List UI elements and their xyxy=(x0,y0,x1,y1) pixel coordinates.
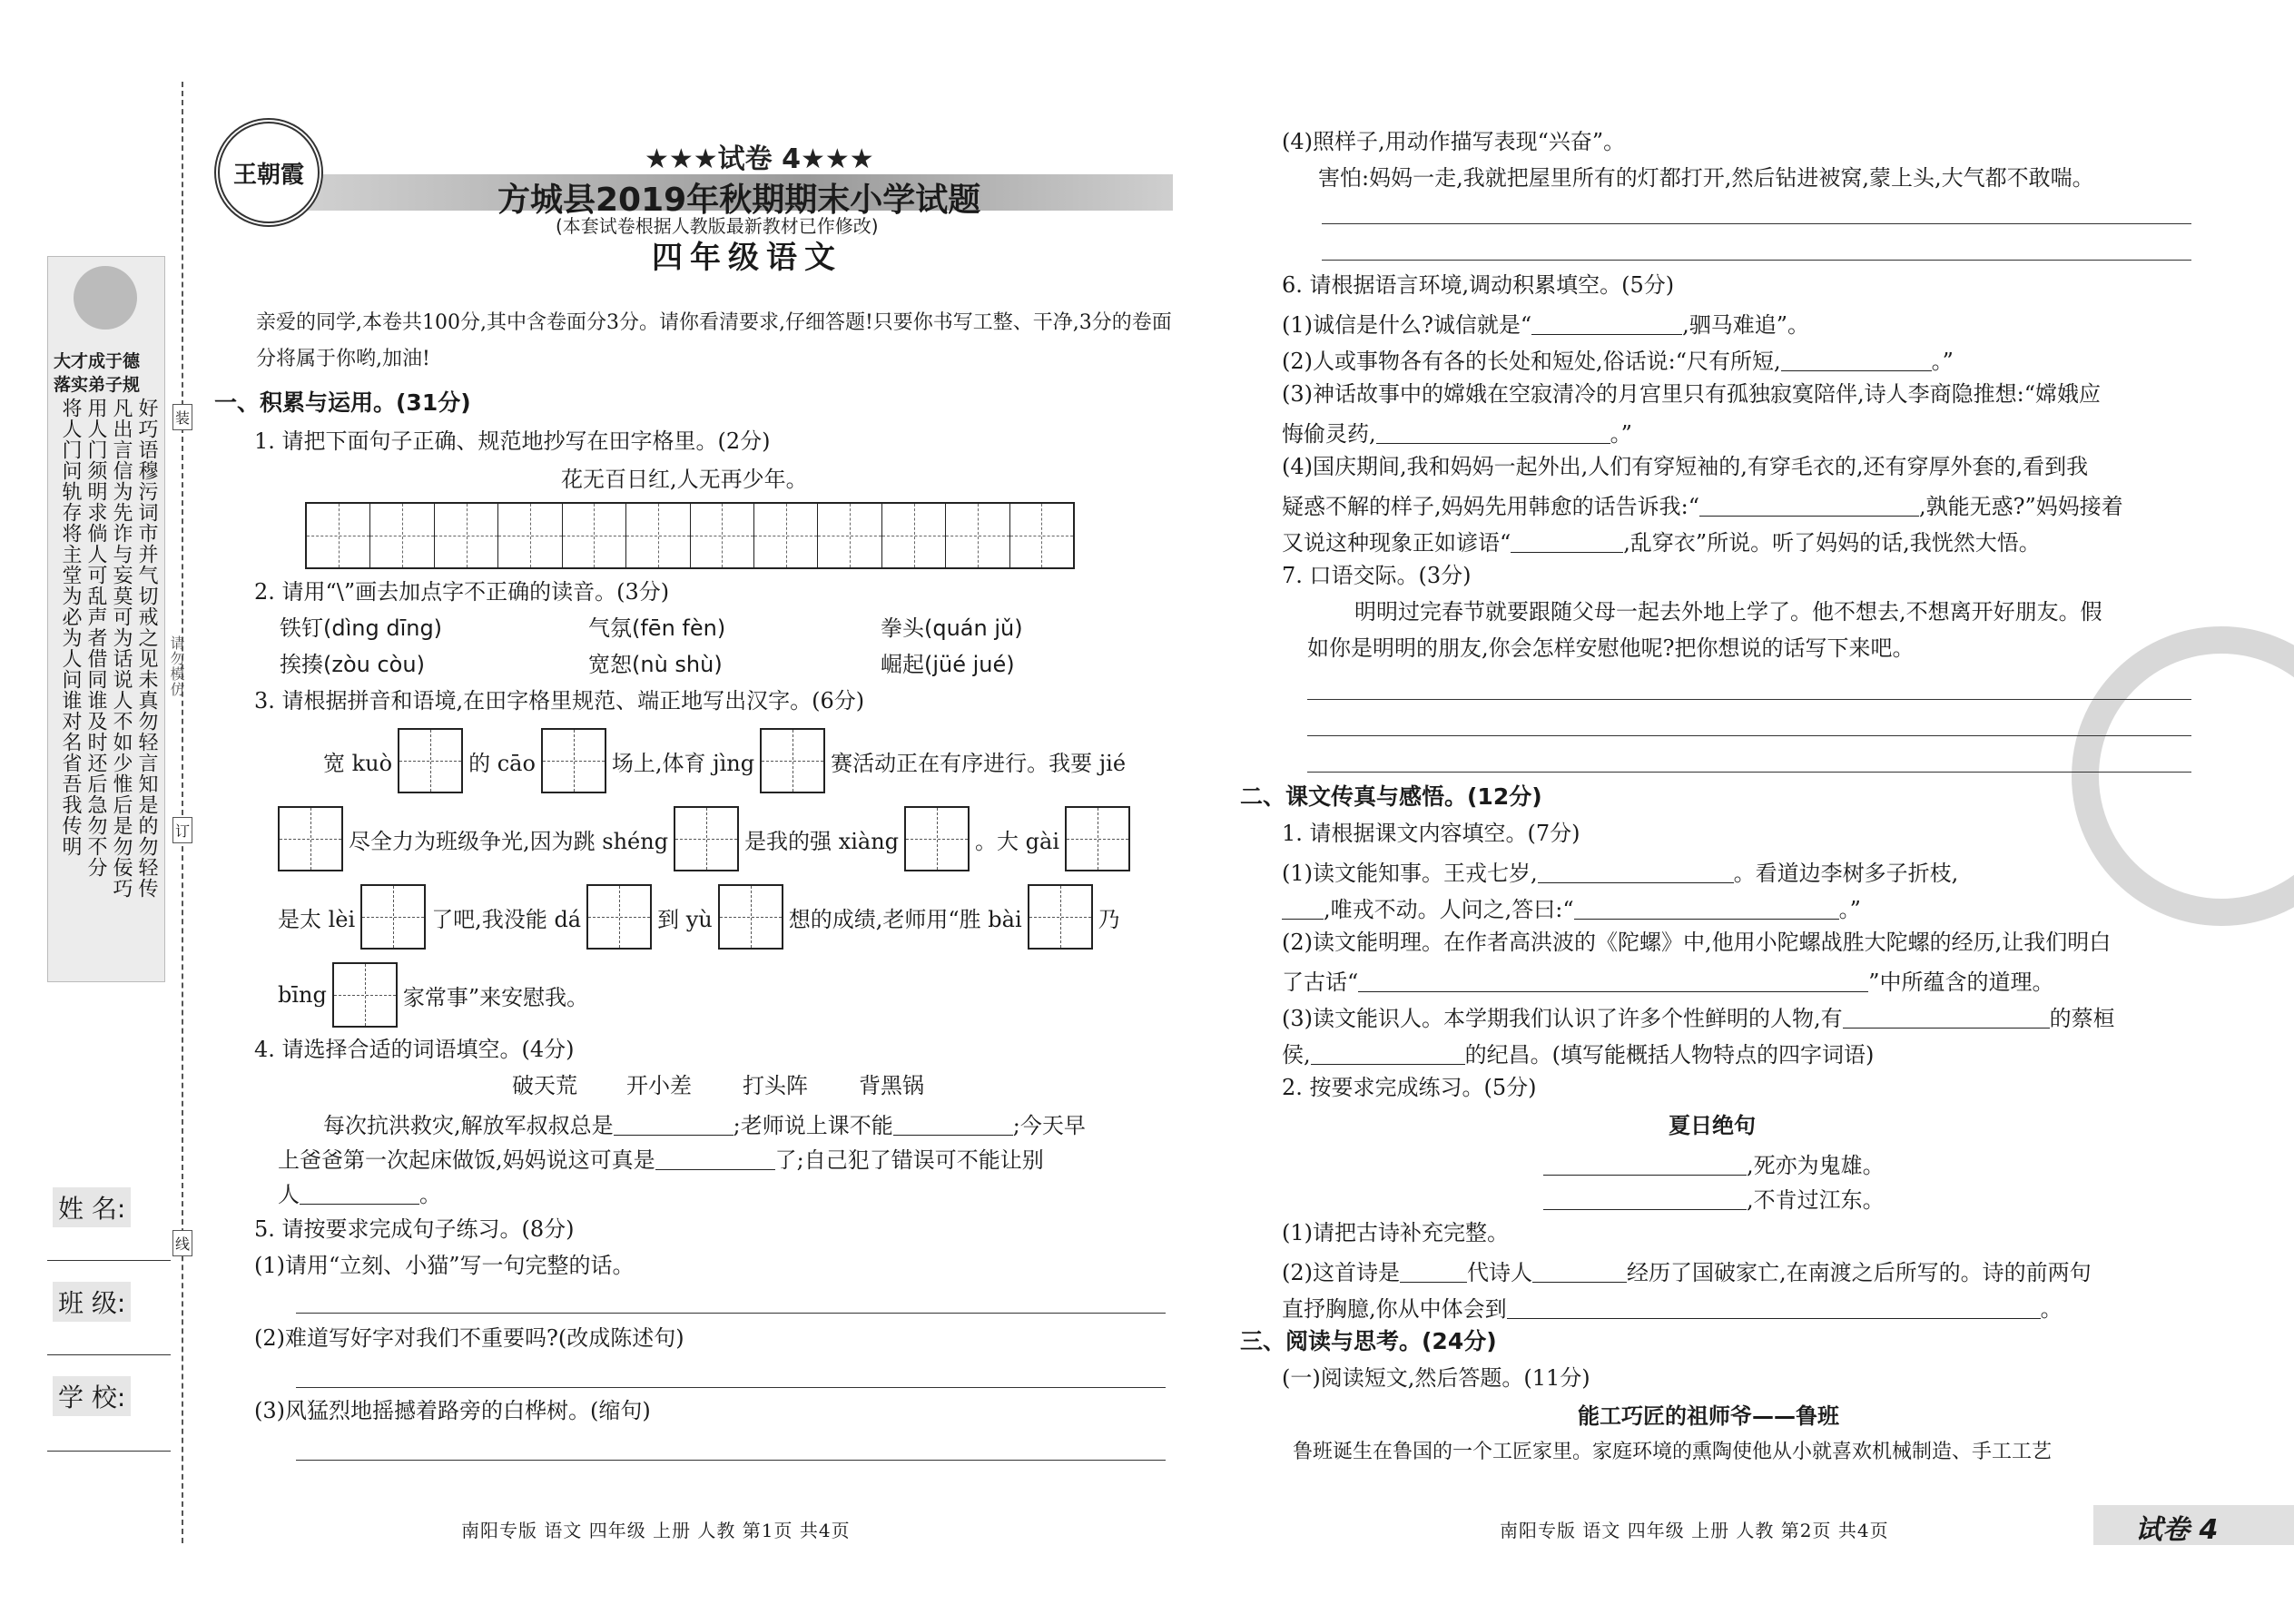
q6-item-2 xyxy=(1282,343,1954,375)
section-3-heading: 三、阅读与思考。(24分) xyxy=(1240,1328,1497,1354)
word-option: 背黑锅 xyxy=(859,1073,924,1098)
pinyin-item[interactable]: 挨揍(zòu còu) xyxy=(280,652,425,677)
q4-text: 人 xyxy=(278,1182,300,1207)
name-label: 姓 名: xyxy=(53,1187,131,1227)
answer-line[interactable] xyxy=(296,1460,1166,1461)
s2-text: 的纪昌。(填写能概括人物特点的四字词语) xyxy=(1464,1042,1875,1068)
fill-blank[interactable] xyxy=(893,1112,1013,1136)
s2-q1-prompt: 1. 请根据课文内容填空。(7分) xyxy=(1282,821,1580,846)
s2-text: 侯, xyxy=(1282,1042,1311,1068)
class-field[interactable] xyxy=(47,1354,171,1355)
motto-sidebar xyxy=(47,256,165,982)
q6-item-3: (3)神话故事中的嫦娥在空寂清冷的月宫里只有孤独寂寞陪伴,诗人李商隐推想:“嫦娥应 xyxy=(1282,381,2101,407)
q5-sub-3: (3)风猛烈地摇撼着路旁的白桦树。(缩句) xyxy=(254,1398,651,1423)
word-option: 打头阵 xyxy=(743,1073,808,1098)
q3-line-4 xyxy=(278,959,588,1031)
q4-text: 了;自己犯了错误可不能让别 xyxy=(774,1147,1044,1173)
q6-item-4b xyxy=(1282,488,2123,520)
logo-text: 王朝霞 xyxy=(232,161,304,189)
q3-prompt: 3. 请根据拼音和语境,在田字格里规范、端正地写出汉字。(6分) xyxy=(254,688,865,714)
fill-blank[interactable] xyxy=(1538,860,1734,883)
exam-title: 方城县2019年秋期期末小学试题 xyxy=(497,182,981,219)
poem-line-1 xyxy=(1543,1147,1885,1179)
pinyin-item[interactable]: 拳头(quán jǔ) xyxy=(881,615,1023,641)
char-box[interactable] xyxy=(1028,884,1093,950)
verse-column: 将人门问轨存将主堂为必为人问谁对名省吾我传明 xyxy=(59,398,82,857)
q1-prompt: 1. 请把下面句子正确、规范地抄写在田字格里。(2分) xyxy=(254,428,771,454)
s2-item-3 xyxy=(1282,1000,2115,1032)
q6-text: ,驷马难追”。 xyxy=(1682,312,1810,338)
section-2-heading: 二、课文传真与感悟。(12分) xyxy=(1240,783,1542,810)
s2-b2 xyxy=(1282,1255,2092,1286)
s2-text: (1)读文能知事。王戎七岁, xyxy=(1282,861,1538,886)
s2-text: 的蔡桓 xyxy=(2049,1006,2115,1031)
scholar-figure-icon xyxy=(74,266,137,330)
s2-text: 了古话“ xyxy=(1282,969,1359,995)
word-option: 破天荒 xyxy=(512,1073,577,1098)
pinyin-item[interactable]: 铁钉(dìng dīng) xyxy=(280,615,443,641)
fill-blank[interactable] xyxy=(1574,896,1839,920)
q3-text: 赛活动正在有序进行。我要 jié xyxy=(831,750,1127,776)
footer-exam-tag: 试卷 4 xyxy=(2135,1514,2219,1546)
q6-item-4c xyxy=(1282,525,2041,556)
q6-text: ,乱穿衣”所说。听了妈妈的话,我恍然大悟。 xyxy=(1623,530,2041,556)
char-box[interactable] xyxy=(586,884,652,950)
s2-item-3b xyxy=(1282,1037,1874,1068)
fill-blank[interactable] xyxy=(1311,1041,1465,1065)
s2-text: 。” xyxy=(1838,897,1861,922)
fill-blank[interactable] xyxy=(1699,493,1919,517)
q7-para-2: 如你是明明的朋友,你会怎样安慰他呢?把你想说的话写下来吧。 xyxy=(1307,635,1915,661)
q6-text: (1)诚信是什么?诚信就是“ xyxy=(1282,312,1532,338)
s2-text: (3)读文能识人。本学期我们认识了许多个性鲜明的人物,有 xyxy=(1282,1006,1843,1031)
q4-text: 上爸爸第一次起床做饭,妈妈说这可真是 xyxy=(278,1147,655,1173)
q4-text: ;老师说上课不能 xyxy=(733,1113,893,1138)
s2-text: 经历了国破家亡,在南渡之后所写的。诗的前两句 xyxy=(1627,1260,2092,1285)
pinyin-item[interactable]: 宽恕(nù shù) xyxy=(588,652,723,677)
q6-prompt: 6. 请根据语言环境,调动积累填空。(5分) xyxy=(1282,272,1675,298)
char-box[interactable] xyxy=(398,728,463,793)
char-box[interactable] xyxy=(278,806,343,871)
verse-column: 用人门须明求倘人可乱声者借同谁及时还后急勿不分 xyxy=(84,398,107,878)
q3-text: 是太 lèi xyxy=(278,906,356,932)
q1-sentence: 花无百日红,人无再少年。 xyxy=(561,467,808,492)
s2-item-1 xyxy=(1282,855,1958,887)
q3-line-1 xyxy=(323,724,1126,797)
s2-text: 直抒胸臆,你从中体会到 xyxy=(1282,1296,1507,1322)
q3-text: bīng xyxy=(278,982,327,1008)
verse-column: 好巧语穆污词市并气切戒之见未真勿轻言知是的勿轻传 xyxy=(135,398,158,899)
fill-blank[interactable] xyxy=(1511,529,1623,553)
q7-para-1: 明明过完春节就要跟随父母一起去外地上学了。他不想去,不想离开好朋友。假 xyxy=(1354,599,2102,625)
page-footer-left: 南阳专版 语文 四年级 上册 人教 第1页 共4页 xyxy=(461,1520,851,1541)
q3-text: 的 cāo xyxy=(468,750,536,776)
q6-item-1 xyxy=(1282,307,1809,339)
q4-text: 每次抗洪救灾,解放军叔叔总是 xyxy=(323,1113,614,1138)
school-label: 学 校: xyxy=(53,1376,131,1416)
s2-text: 。 xyxy=(2040,1296,2063,1322)
q3-text: 到 yù xyxy=(657,906,713,932)
q6-text: 。” xyxy=(1931,349,1954,374)
q5-prompt: 5. 请按要求完成句子练习。(8分) xyxy=(254,1216,575,1242)
fill-blank[interactable] xyxy=(1531,311,1682,335)
cut-mark: 装 xyxy=(172,404,192,430)
char-box[interactable] xyxy=(1065,806,1130,871)
char-box[interactable] xyxy=(904,806,970,871)
q3-line-2 xyxy=(272,802,1136,875)
q3-text: 了吧,我没能 dá xyxy=(431,906,582,932)
q6-text: 又说这种现象正如谚语“ xyxy=(1282,530,1511,556)
brand-logo xyxy=(214,118,323,227)
class-label: 班 级: xyxy=(53,1282,131,1322)
q2-prompt: 2. 请用“\”画去加点字不正确的读音。(3分) xyxy=(254,579,670,605)
s2-item-2: (2)读文能明理。在作者高洪波的《陀螺》中,他用小陀螺战胜大陀螺的经历,让我们明白 xyxy=(1282,930,2112,955)
word-option: 开小差 xyxy=(626,1073,692,1098)
q4-para-3 xyxy=(278,1176,441,1208)
q5-sub-1: (1)请用“立刻、小猫”写一句完整的话。 xyxy=(254,1253,635,1278)
char-box[interactable] xyxy=(332,962,398,1028)
q6-text: ,孰能无惑?”妈妈接着 xyxy=(1918,494,2123,519)
q5-sub-2: (2)难道写好字对我们不重要吗?(改成陈述句) xyxy=(254,1325,684,1351)
s2-b1: (1)请把古诗补充完整。 xyxy=(1282,1220,1509,1245)
q3-text: 尽全力为班级争光,因为跳 shéng xyxy=(349,828,669,854)
s3-sub: (一)阅读短文,然后答题。(11分) xyxy=(1282,1365,1590,1391)
verse-column: 凡出言信为先诈与妄莫可为话说人不如少惟后是勿佞巧 xyxy=(110,398,133,899)
poem-title: 夏日绝句 xyxy=(1669,1113,1756,1138)
s3-passage-text: 鲁班诞生在鲁国的一个工匠家里。家庭环境的熏陶使他从小就喜欢机械制造、手工工艺 xyxy=(1293,1441,2053,1463)
q6-item-4: (4)国庆期间,我和妈妈一起外出,人们有穿短袖的,有穿毛衣的,还有穿厚外套的,看到我 xyxy=(1282,454,2089,479)
q6-text: 疑惑不解的样子,妈妈先用韩愈的话告诉我:“ xyxy=(1282,494,1699,519)
q3-text: 乃 xyxy=(1098,906,1120,932)
s3-passage-title: 能工巧匠的祖师爷——鲁班 xyxy=(1578,1403,1839,1429)
q7-prompt: 7. 口语交际。(3分) xyxy=(1282,563,1472,588)
answer-line[interactable] xyxy=(1322,223,2191,224)
char-box[interactable] xyxy=(360,884,426,950)
subject-title: 四年级语文 xyxy=(652,240,842,276)
s2-item-1b xyxy=(1282,891,1861,923)
q3-text: 。大 gài xyxy=(975,828,1060,854)
q4-text: 。 xyxy=(419,1182,441,1207)
poem-text: ,死亦为鬼雄。 xyxy=(1747,1153,1885,1178)
s2-q2-prompt: 2. 按要求完成练习。(5分) xyxy=(1282,1075,1537,1100)
s2-text: ”中所蕴含的道理。 xyxy=(1868,969,2054,995)
cut-mark: 线 xyxy=(172,1230,192,1256)
fill-blank[interactable] xyxy=(655,1147,775,1170)
fill-blank[interactable] xyxy=(614,1112,733,1136)
s2-text: 。看道边李树多子折枝, xyxy=(1733,861,1959,886)
answer-line[interactable] xyxy=(296,1313,1166,1314)
poem-line-2 xyxy=(1543,1182,1885,1214)
school-field[interactable] xyxy=(47,1451,171,1452)
q4-prompt: 4. 请选择合适的词语填空。(4分) xyxy=(254,1037,575,1062)
q3-text: 家常事”来安慰我。 xyxy=(402,984,589,1010)
fill-blank[interactable] xyxy=(1843,1005,2050,1029)
poem-text: ,不肯过江东。 xyxy=(1747,1187,1885,1213)
q3-text: 场上,体育 jìng xyxy=(611,750,755,776)
pinyin-item[interactable]: 气氛(fēn fèn) xyxy=(588,615,726,641)
binding-cut-line xyxy=(182,82,183,1543)
fill-blank[interactable] xyxy=(1543,1186,1747,1210)
s2-text: (2)这首诗是 xyxy=(1282,1260,1400,1285)
q4-para-2 xyxy=(278,1142,1044,1174)
answer-line[interactable] xyxy=(1307,699,2191,700)
q6-text: 。” xyxy=(1610,421,1632,447)
fill-blank[interactable] xyxy=(1376,420,1610,444)
section-1-heading: 一、积累与运用。(31分) xyxy=(214,389,471,416)
motto-line-1: 大才成于德 xyxy=(54,351,141,371)
fill-blank[interactable] xyxy=(1781,348,1932,371)
answer-line[interactable] xyxy=(296,1387,1166,1388)
char-box[interactable] xyxy=(718,884,783,950)
exam-number: ★★★试卷 4★★★ xyxy=(645,143,874,175)
s2-item-2b xyxy=(1282,964,2054,996)
fill-blank[interactable] xyxy=(300,1181,419,1205)
fill-blank[interactable] xyxy=(1282,896,1324,920)
q6-text: 悔偷灵药, xyxy=(1282,421,1376,447)
q3-line-3 xyxy=(278,881,1120,953)
s2-text: 代诗人 xyxy=(1467,1260,1532,1285)
fill-blank[interactable] xyxy=(1358,969,1868,992)
q3-text: 宽 kuò xyxy=(323,750,393,776)
page-footer-right: 南阳专版 语文 四年级 上册 人教 第2页 共4页 xyxy=(1500,1520,1889,1541)
q3-text: 是我的强 xiàng xyxy=(744,828,900,854)
watermark-seal xyxy=(2072,626,2294,926)
answer-line[interactable] xyxy=(1307,772,2191,773)
exam-note: (本套试卷根据人教版最新教材已作修改) xyxy=(556,215,879,237)
char-box[interactable] xyxy=(760,728,825,793)
s2-text: ,唯戎不动。人问之,答曰:“ xyxy=(1324,897,1574,922)
fill-blank[interactable] xyxy=(1532,1259,1627,1283)
motto-line-2: 落实弟子规 xyxy=(54,375,141,395)
answer-line[interactable] xyxy=(1307,735,2191,736)
q4-text: ;今天早 xyxy=(1012,1113,1086,1138)
name-field[interactable] xyxy=(47,1260,171,1261)
s2-b2b xyxy=(1282,1291,2063,1323)
intro-text: 亲爱的同学,本卷共100分,其中含卷面分3分。请你看清要求,仔细答题!只要你书写工整、干净,3分的卷面分将属于你哟,加油! xyxy=(256,311,1172,370)
fill-blank[interactable] xyxy=(1507,1295,2041,1319)
char-box[interactable] xyxy=(541,728,606,793)
answer-line[interactable] xyxy=(1322,260,2191,261)
char-box[interactable] xyxy=(674,806,739,871)
q5-4-example: 害怕:妈妈一走,我就把屋里所有的灯都打开,然后钻进被窝,蒙上头,大气都不敢喘。 xyxy=(1318,165,2094,191)
tianzige-grid[interactable] xyxy=(305,502,1075,569)
q6-text: (2)人或事物各有各的长处和短处,俗话说:“尺有所短, xyxy=(1282,349,1781,374)
q5-4-prompt: (4)照样子,用动作描写表现“兴奋”。 xyxy=(1282,129,1626,154)
fill-blank[interactable] xyxy=(1543,1152,1747,1176)
q3-text: 想的成绩,老师用“胜 bài xyxy=(788,906,1022,932)
cut-mark: 订 xyxy=(172,817,192,843)
fill-blank[interactable] xyxy=(1400,1259,1467,1283)
q4-para-1 xyxy=(323,1107,1086,1139)
q6-item-3b xyxy=(1282,416,1632,448)
pinyin-item[interactable]: 崛起(jüé jué) xyxy=(881,652,1015,677)
cut-note: 请勿模仿 xyxy=(168,635,185,697)
